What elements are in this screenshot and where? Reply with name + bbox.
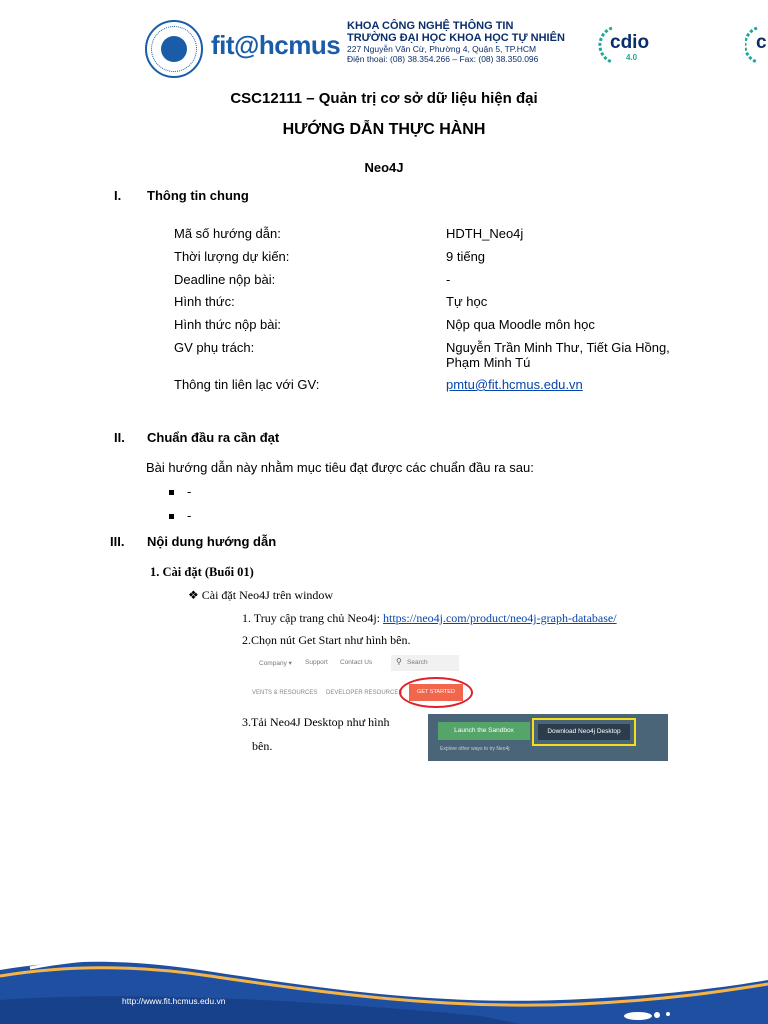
get-started-button: GET STARTED bbox=[409, 684, 463, 701]
download-desktop-button: Download Neo4j Desktop bbox=[538, 724, 630, 740]
explore-text: Explore other ways to try Neo4j bbox=[440, 746, 510, 752]
menu-support: Support bbox=[305, 659, 328, 666]
step-3-line-2: bên. bbox=[252, 739, 273, 753]
topic-title: Neo4J bbox=[364, 160, 404, 175]
step-3-line-1: 3.Tải Neo4J Desktop như hình bbox=[242, 715, 390, 729]
step-1: 1. Truy cập trang chủ Neo4j: https://neo4j.com/product/neo4j-graph-database/ bbox=[242, 611, 617, 625]
subsection-1-item: ❖ Cài đặt Neo4J trên window bbox=[188, 588, 334, 602]
list-item: - bbox=[187, 508, 192, 523]
cdio-text: cdio bbox=[610, 32, 650, 53]
nav-developer: DEVELOPER RESOURCES bbox=[326, 690, 403, 696]
section-2-intro: Bài hướng dẫn này nhằm mục tiêu đạt được các chuẩn đầu ra sau: bbox=[146, 460, 534, 475]
search-icon: ⚲ bbox=[396, 657, 402, 666]
launch-sandbox-button: Launch the Sandbox bbox=[438, 722, 530, 740]
list-item: - bbox=[187, 484, 192, 499]
subsection-1-title: 1. Cài đặt (Buổi 01) bbox=[150, 565, 254, 579]
footer-wave bbox=[0, 930, 768, 1024]
menu-contact: Contact Us bbox=[340, 659, 373, 666]
neo4j-nav-screenshot bbox=[247, 652, 477, 710]
header-info bbox=[347, 20, 607, 64]
bullet-icon bbox=[169, 490, 174, 495]
university-seal-logo bbox=[145, 20, 203, 78]
step-2: 2.Chọn nút Get Start như hình bên. bbox=[242, 633, 411, 647]
fit-hcmus-logo: fit@hcmus bbox=[211, 30, 341, 60]
guide-title: HƯỚNG DẪN THỰC HÀNH bbox=[282, 121, 486, 138]
cdio-logo-partial bbox=[745, 22, 768, 68]
phone-fax: Điện thoại: (08) 38.354.266 – Fax: (08) 38.350.096 bbox=[347, 54, 539, 64]
neo4j-download-screenshot bbox=[428, 714, 668, 761]
neo4j-home-link[interactable]: https://neo4j.com/product/neo4j-graph-database/ bbox=[382, 611, 617, 625]
nav-events: VENTS & RESOURCES bbox=[252, 690, 318, 696]
footer-url: http://www.fit.hcmus.edu.vn bbox=[122, 996, 226, 1006]
university-name: TRƯỜNG ĐẠI HỌC KHOA HỌC TỰ NHIÊN bbox=[347, 32, 565, 44]
cdio-version: 4.0 bbox=[626, 53, 638, 62]
menu-company: Company ▾ bbox=[259, 660, 292, 667]
cdio-logo bbox=[598, 22, 660, 68]
faculty-name: KHOA CÔNG NGHỆ THÔNG TIN bbox=[347, 20, 514, 32]
course-title: CSC12111 – Quản trị cơ sở dữ liệu hiện đại bbox=[230, 90, 538, 107]
teacher-email-link[interactable]: pmtu@fit.hcmus.edu.vn bbox=[446, 377, 583, 392]
download-highlight bbox=[532, 718, 636, 746]
highlight-circle bbox=[399, 677, 473, 708]
bullet-icon bbox=[169, 514, 174, 519]
svg-text:c: c bbox=[756, 32, 767, 53]
address: 227 Nguyễn Văn Cừ, Phường 4, Quận 5, TP.HCM bbox=[347, 44, 537, 54]
search-box: ⚲ Search bbox=[391, 655, 459, 671]
